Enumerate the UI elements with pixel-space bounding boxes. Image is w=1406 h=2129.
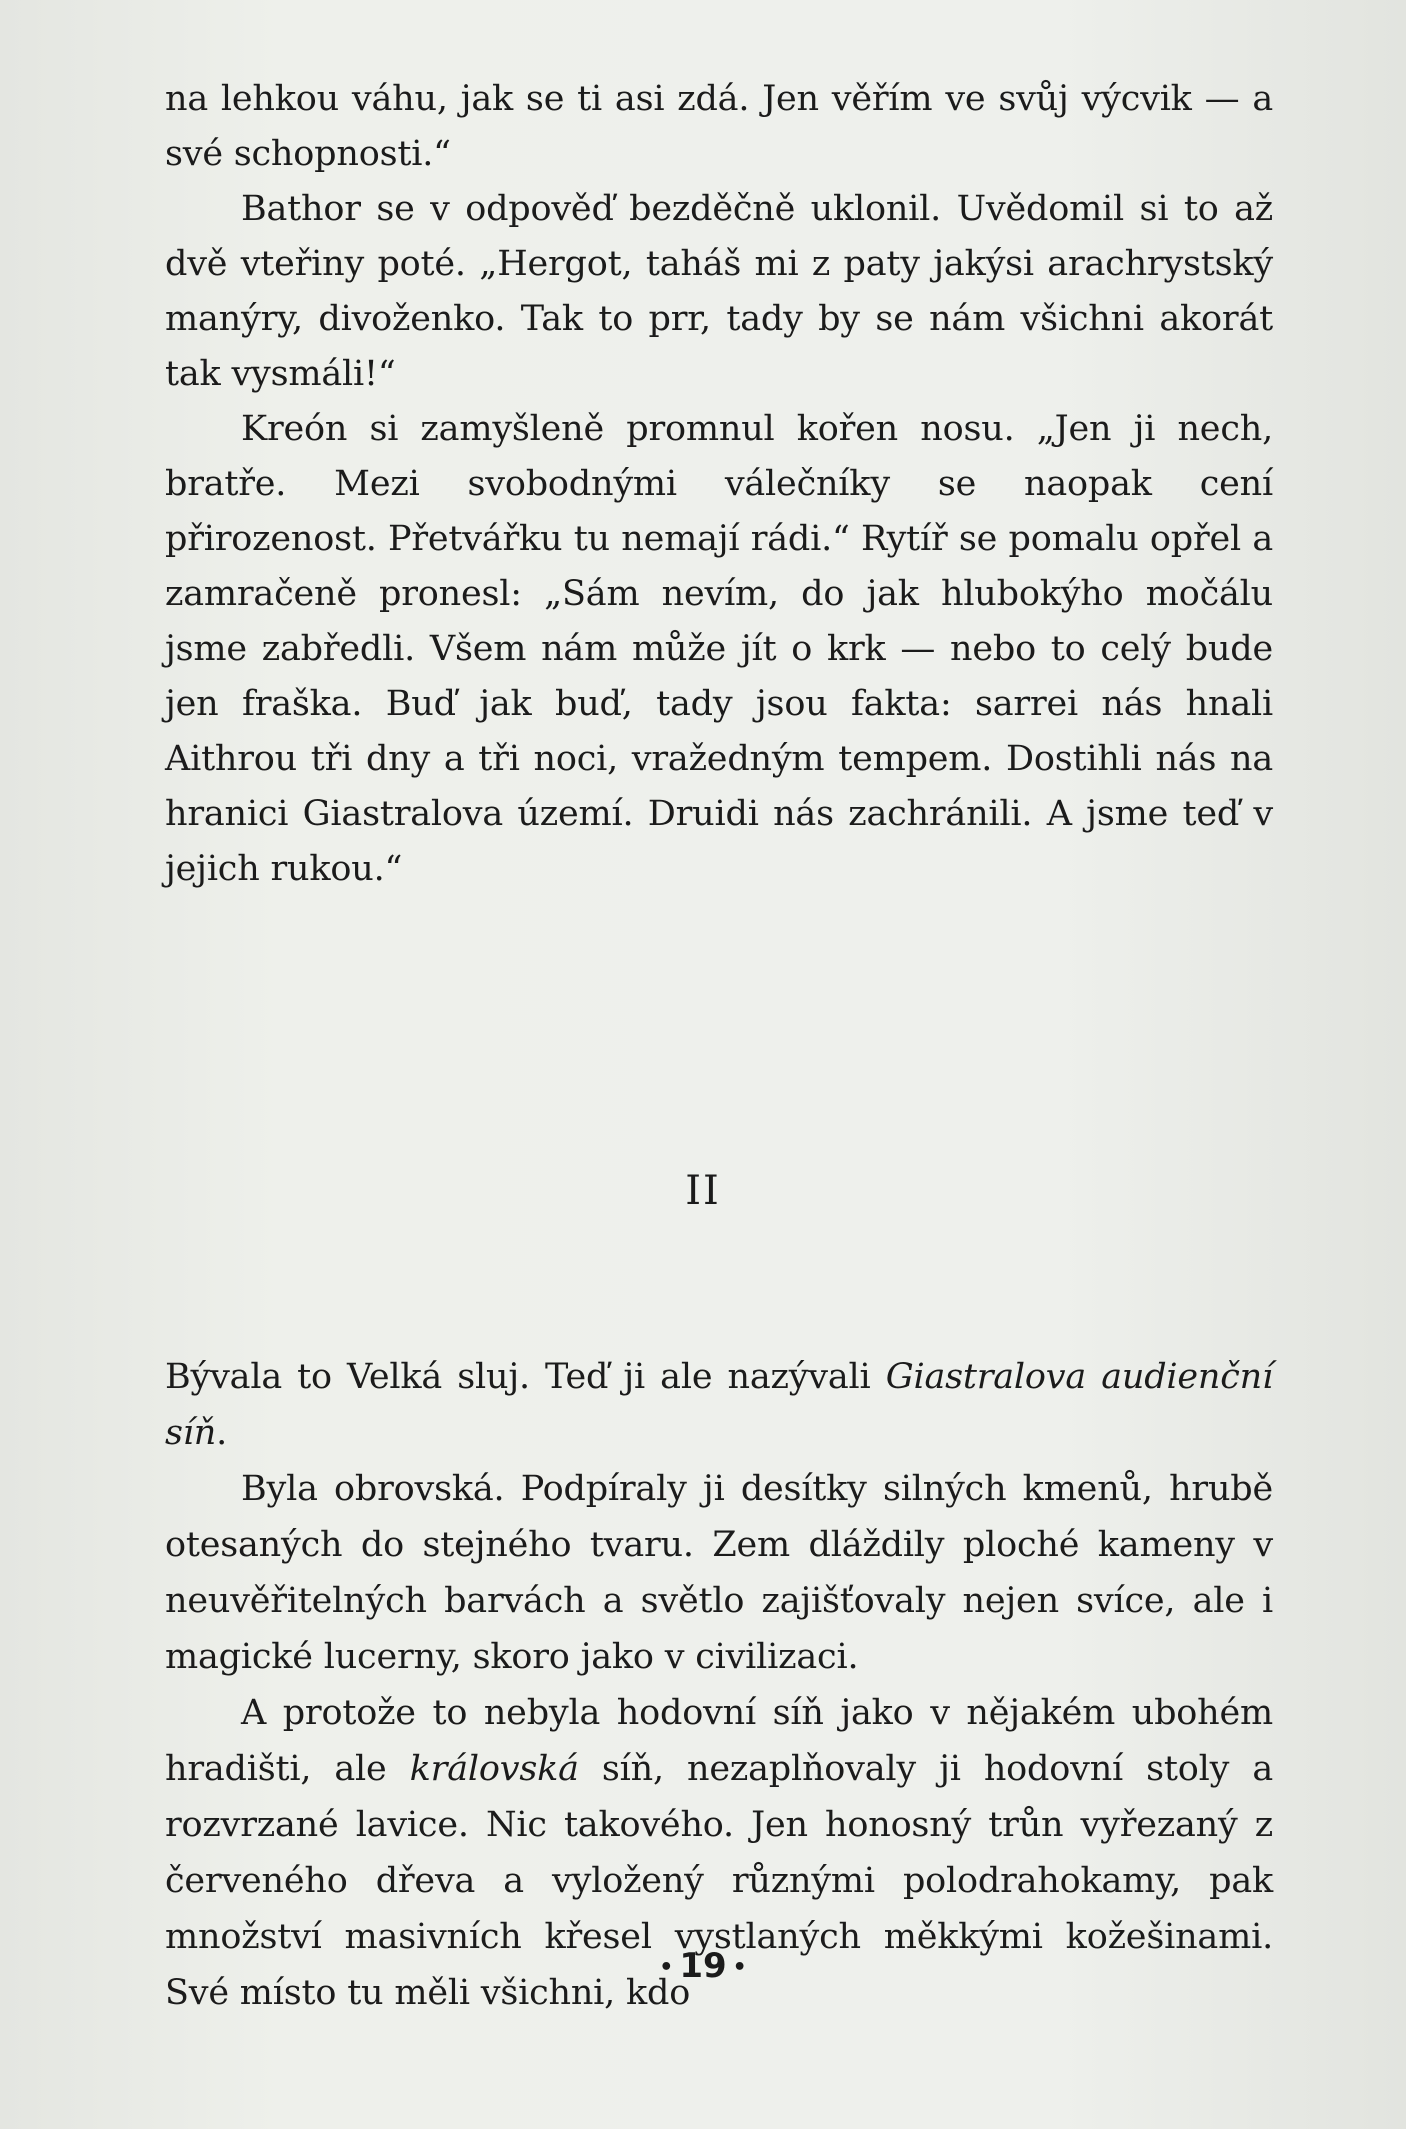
paragraph: Bathor se v odpověď bezděčně uklonil. Uvědomil si to až dvě vteřiny poté. „Hergot, taháš mi z paty jakýsi arachrystský manýry, divoženko. Tak to prr, tady by se nám všichni akorát tak vysmáli!“ xyxy=(165,189,1273,394)
bullet-icon: • xyxy=(659,1955,674,1980)
italic-text: Giastralova audienční síň xyxy=(165,1357,1273,1453)
paragraph: Kreón si zamyšleně promnul kořen nosu. „Jen ji nech, bratře. Mezi svobodnými válečníky se naopak cení přirozenost. Přetvářku tu nemají rádi.“ Rytíř se pomalu opřel a zamračeně pronesl: „Sám nevím, do jak hlubokýho močálu jsme zabředli. Všem nám může jít o krk — nebo to celý bude jen fraška. Buď jak buď, tady jsou fakta: sarrei nás hnali Aithrou tři dny a tři noci, vražedným tempem. Dostihli nás na hranici Giastralova území. Druidi nás zachránili. A jsme teď v jejich rukou.“ xyxy=(165,409,1273,889)
paragraph-text: . xyxy=(216,1413,228,1453)
chapter-heading: II xyxy=(685,1168,721,1214)
paragraph: Byla obrovská. Podpíraly ji desítky silných kmenů, hrubě otesaných do stejného tvaru. Zem dláždily ploché kameny v neuvěřitelných barvách a světlo zajišťovaly nejen svíce, ale i magické lucerny, skoro jako v civilizaci. xyxy=(165,1469,1273,1677)
paragraph xyxy=(165,1349,1273,1461)
paragraph-text: A protože to nebyla hodovní síň jako v nějakém ubohém hradišti, ale xyxy=(165,1693,1273,1789)
page-number xyxy=(0,1946,1406,1986)
paragraph-text: síň, nezaplňovaly ji hodovní stoly a rozvrzané lavice. Nic takového. Jen honosný trůn vyřezaný z červeného dřeva a vyložený různými polodrahokamy, pak množství masivních křesel vystlaných měkkými kožešinami. Své místo tu měli všichni, kdo xyxy=(165,1749,1273,2013)
italic-text: královská xyxy=(409,1749,579,1789)
bullet-icon: • xyxy=(732,1955,747,1980)
paragraph-text: Bývala to Velká sluj. Teď ji ale nazývali xyxy=(165,1357,886,1397)
text-block-bottom xyxy=(165,1349,1273,2021)
text-block-top xyxy=(165,72,1273,897)
paragraph: na lehkou váhu, jak se ti asi zdá. Jen věřím ve svůj výcvik — a své schopnosti.“ xyxy=(165,79,1273,174)
page-number-value: 19 xyxy=(679,1946,727,1986)
